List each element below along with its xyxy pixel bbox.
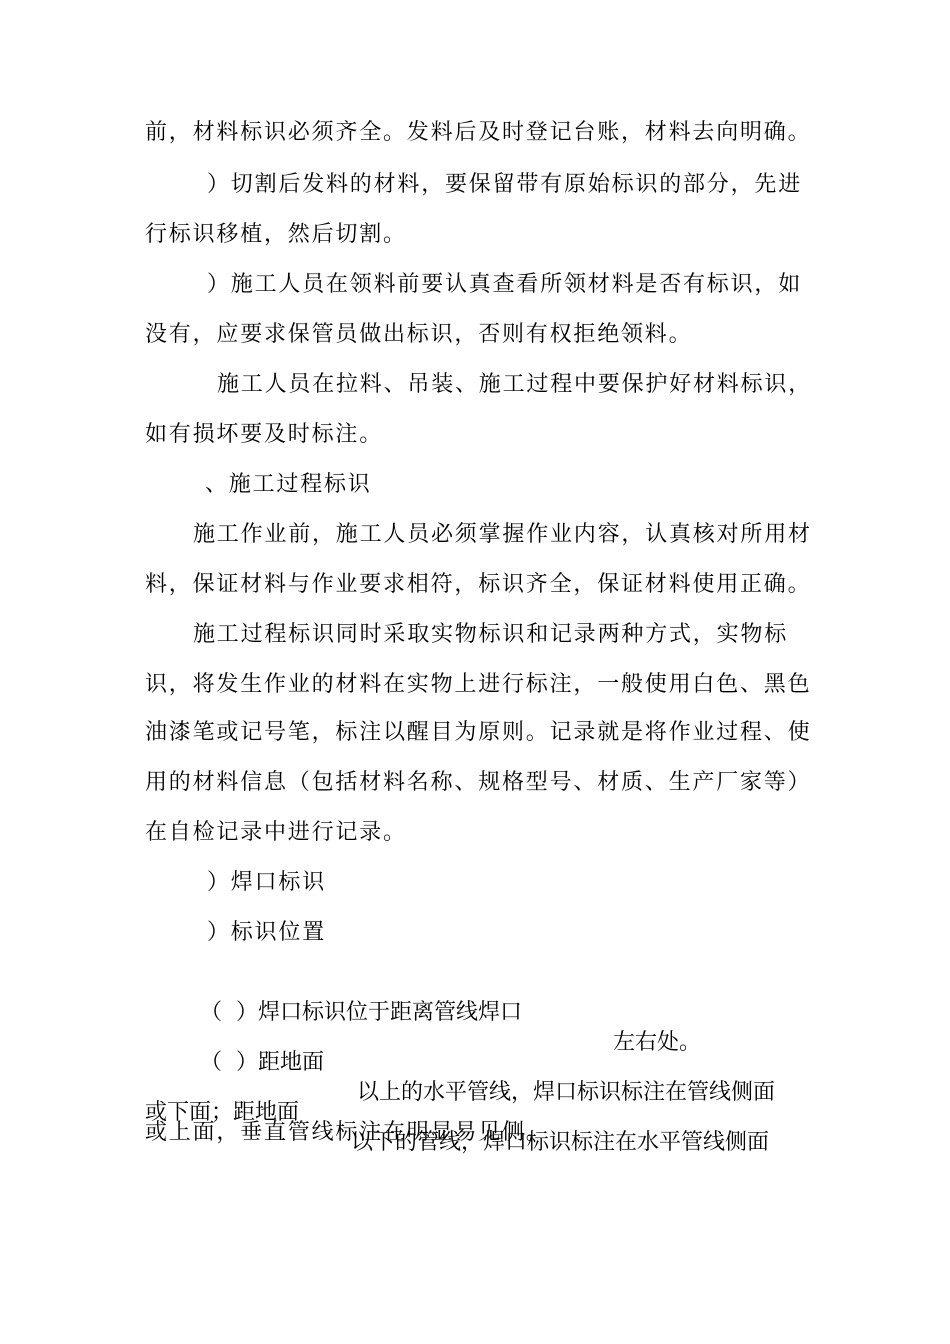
paragraph-line: 施工作业前，施工人员必须掌握作业内容，认真核对所用材 xyxy=(193,522,812,547)
paragraph-line: 用的材料信息（包括材料名称、规格型号、材质、生产厂家等） xyxy=(145,770,812,795)
paragraph-line: 识，将发生作业的材料在实物上进行标注，一般使用白色、黑色 xyxy=(145,672,812,697)
below-rule-tail: 以下的管线，焊口标识标注在水平管线侧面 xyxy=(351,1130,770,1155)
paragraph-line: 行标识移植，然后切割。 xyxy=(145,222,407,247)
height-rule-text: （ ）距地面 xyxy=(200,1050,324,1075)
paragraph-line: ）施工人员在领料前要认真查看所领材料是否有标识，如 xyxy=(207,272,803,297)
weld-position-tail: 左右处。 xyxy=(613,1030,702,1055)
paragraph-line: 或上面，垂直管线标注在明显易见侧。 xyxy=(145,1120,550,1145)
subsection-heading: ）焊口标识 xyxy=(207,870,327,895)
paragraph-line: 施工过程标识同时采取实物标识和记录两种方式，实物标 xyxy=(193,622,789,647)
below-rule-text: 或下面；距地面 xyxy=(145,1100,300,1125)
paragraph-line: 前，材料标识必须齐全。发料后及时登记台账，材料去向明确。 xyxy=(145,120,812,145)
weld-position-text: （ ）焊口标识位于距离管线焊口 xyxy=(200,1000,522,1025)
paragraph-line: ）切割后发料的材料，要保留带有原始标识的部分，先进 xyxy=(207,172,803,197)
paragraph-line: 在自检记录中进行记录。 xyxy=(145,820,407,845)
paragraph-line: 油漆笔或记号笔，标注以醒目为原则。记录就是将作业过程、使 xyxy=(145,720,812,745)
paragraph-line: 如有损坏要及时标注。 xyxy=(145,422,384,447)
paragraph-line: 施工人员在拉料、吊装、施工过程中要保护好材料标识， xyxy=(217,372,813,397)
paragraph-line: 料，保证材料与作业要求相符，标识齐全，保证材料使用正确。 xyxy=(145,572,812,597)
paragraph-line: 没有，应要求保管员做出标识，否则有权拒绝领料。 xyxy=(145,322,693,347)
subsection-heading: ）标识位置 xyxy=(207,920,327,945)
height-rule-tail: 以上的水平管线，焊口标识标注在管线侧面 xyxy=(357,1080,776,1105)
weld-position-line xyxy=(200,968,702,1055)
section-heading: 、施工过程标识 xyxy=(205,472,372,497)
